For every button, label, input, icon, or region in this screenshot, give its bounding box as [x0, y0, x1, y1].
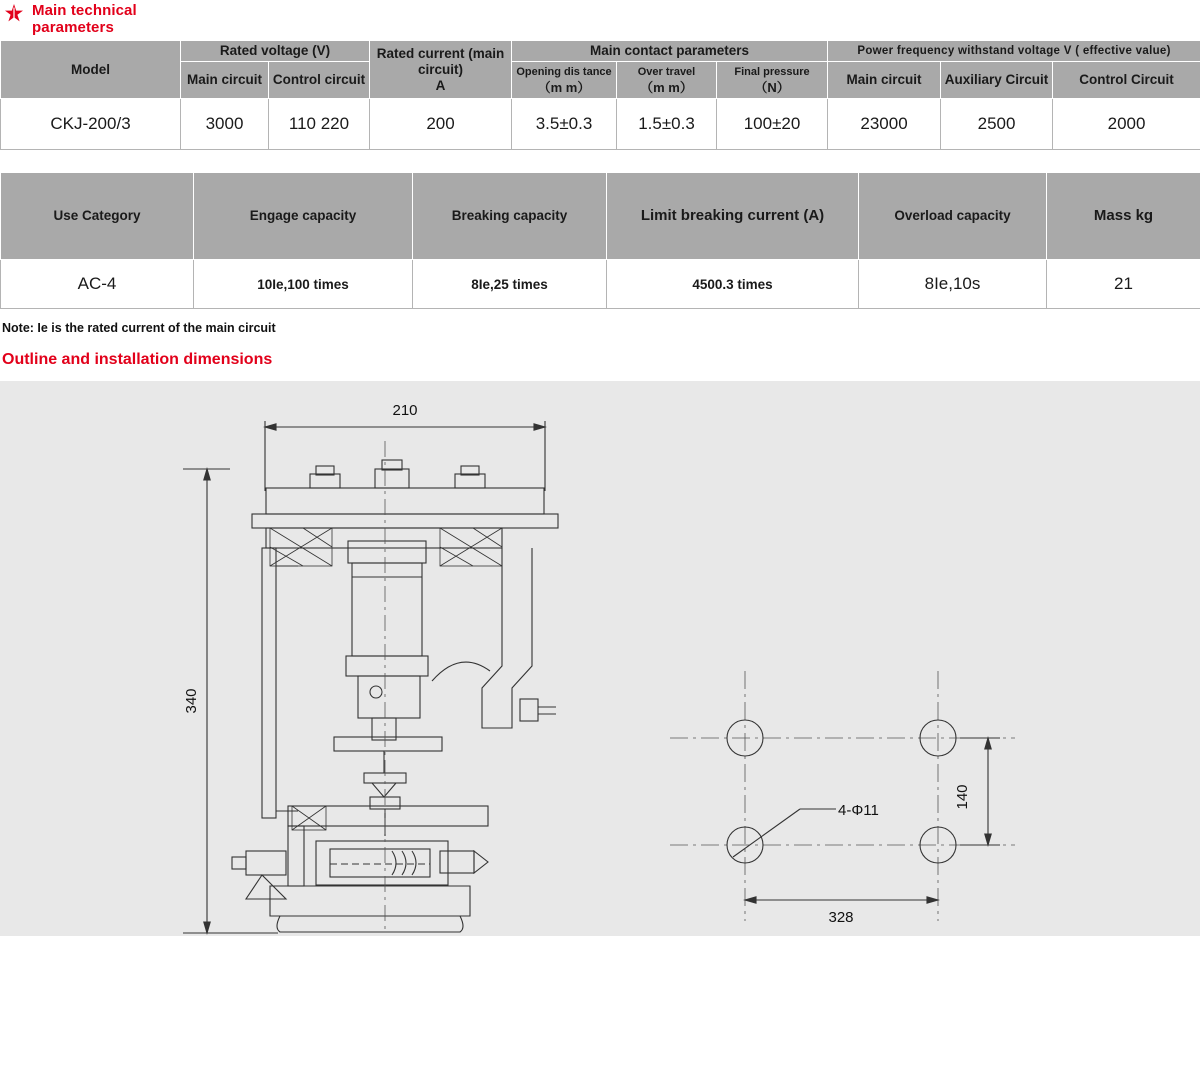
cell-opening-distance: 3.5±0.3 [512, 99, 617, 150]
table1-header-row-2 [1, 62, 1200, 99]
cell-pf-main-circuit: 23000 [828, 99, 941, 150]
dim-height-label: 340 [183, 688, 200, 714]
page-title: Main technical parameters [32, 2, 137, 36]
cell-overload-capacity: 8Ie,10s [859, 260, 1047, 309]
table1-header-row-1 [1, 41, 1200, 62]
cell-rated-current: 200 [370, 99, 512, 150]
th-power-frequency: Power frequency withstand voltage V ( effective value) [828, 41, 1200, 62]
th-overtravel-label: Over travel [637, 66, 696, 78]
cell-final-pressure: 100±20 [717, 99, 828, 150]
th-overtravel [617, 62, 717, 99]
drawing-svg [0, 381, 1200, 936]
th-use-category: Use Category [1, 173, 194, 260]
th-rated-current-unit: A [435, 77, 446, 93]
cell-engage-capacity: 10Ie,100 times [194, 260, 413, 309]
hole-horizontal-label: 328 [828, 909, 854, 926]
outline-drawing [0, 381, 1200, 936]
outline-section-title: Outline and installation dimensions [2, 351, 273, 368]
th-main-contact-parameters: Main contact parameters [512, 41, 828, 62]
th-overload-capacity: Overload capacity [859, 173, 1047, 260]
th-final-pressure-label: Final pressure [734, 66, 810, 78]
cell-mass: 21 [1047, 260, 1200, 309]
th-final-pressure [717, 62, 828, 99]
table-note: Note: Ie is the rated current of the main circuit [2, 321, 276, 335]
section-header [0, 0, 1200, 40]
th-pf-control-circuit: Control Circuit [1053, 62, 1200, 99]
cell-pf-auxiliary-circuit: 2500 [941, 99, 1053, 150]
th-pf-auxiliary-circuit: Auxiliary Circuit [941, 62, 1053, 99]
th-final-pressure-unit: （N） [754, 80, 790, 95]
cell-breaking-capacity: 8Ie,25 times [413, 260, 607, 309]
th-model: Model [1, 41, 181, 99]
th-main-circuit [181, 62, 269, 99]
th-mass: Mass kg [1047, 173, 1200, 260]
th-opening-distance [512, 62, 617, 99]
th-limit-breaking-current: Limit breaking current (A) [607, 173, 859, 260]
th-control-circuit [269, 62, 370, 99]
th-control-circuit-label: Control circuit [272, 72, 366, 87]
hole-label: 4-Φ11 [838, 802, 879, 819]
table2-header-row [1, 173, 1200, 260]
th-rated-current-label: Rated current (main circuit) [376, 45, 505, 77]
th-pf-main-circuit: Main circuit [828, 62, 941, 99]
cell-main-circuit: 3000 [181, 99, 269, 150]
red-star-logo-icon [4, 3, 24, 25]
cell-overtravel: 1.5±0.3 [617, 99, 717, 150]
cell-use-category: AC-4 [1, 260, 194, 309]
hole-vertical-label: 140 [954, 784, 971, 810]
cell-limit-breaking-current: 4500.3 times [607, 260, 859, 309]
dim-width-label: 210 [392, 402, 418, 419]
th-opening-distance-label: Opening dis tance [516, 66, 612, 78]
th-rated-voltage: Rated voltage (V) [181, 41, 370, 62]
cell-control-circuit: 110 220 [269, 99, 370, 150]
table-row [1, 260, 1200, 309]
th-engage-capacity: Engage capacity [194, 173, 413, 260]
th-breaking-capacity: Breaking capacity [413, 173, 607, 260]
th-opening-distance-unit: （m m） [537, 80, 591, 95]
th-main-circuit-label: Main circuit [186, 72, 262, 87]
capacity-table [0, 172, 1200, 309]
th-rated-current [370, 41, 512, 99]
technical-parameters-table [0, 40, 1200, 150]
cell-pf-control-circuit: 2000 [1053, 99, 1200, 150]
table-row [1, 99, 1200, 150]
cell-model: CKJ-200/3 [1, 99, 181, 150]
th-overtravel-unit: （m m） [640, 80, 693, 95]
